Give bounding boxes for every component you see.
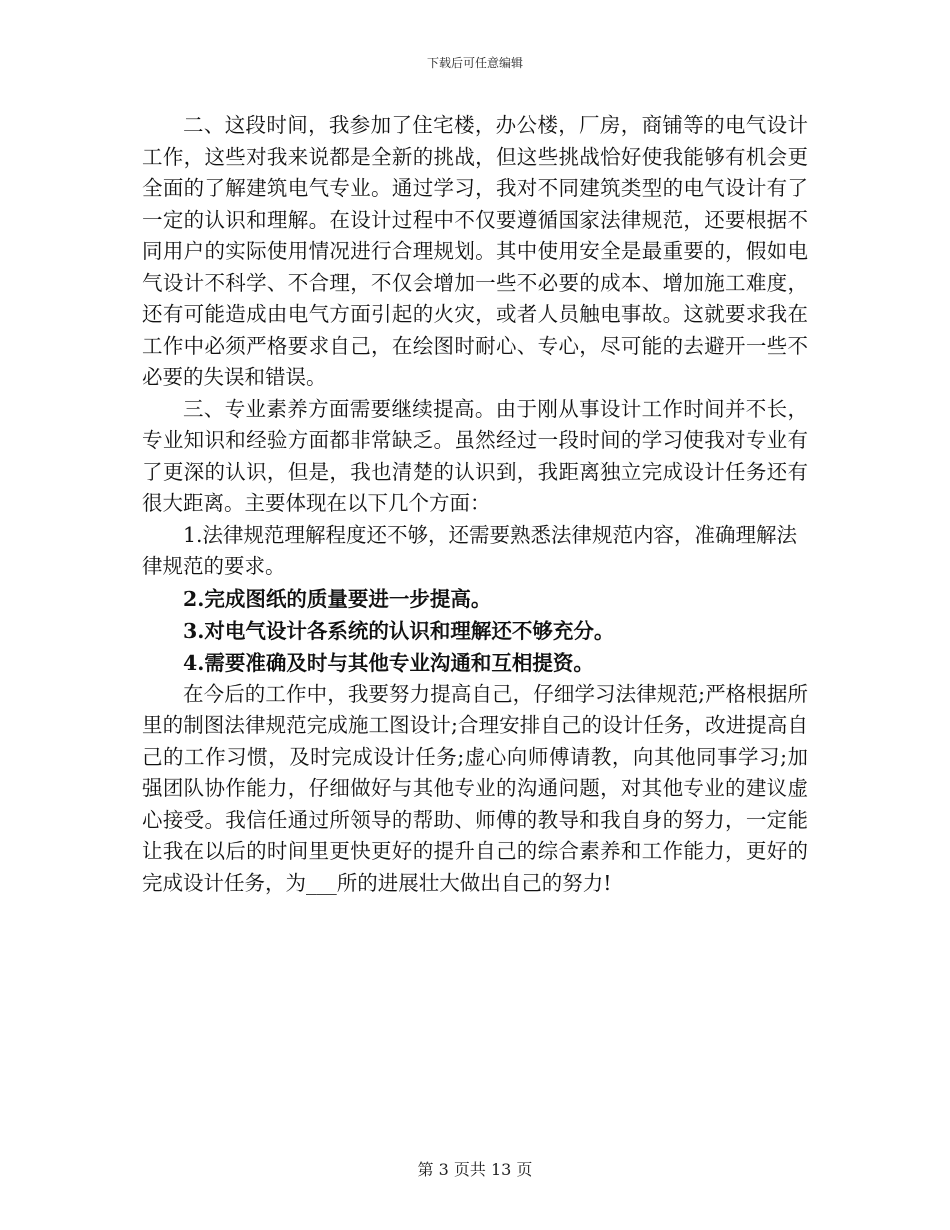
paragraph-conclusion: 在今后的工作中，我要努力提高自己，仔细学习法律规范;严格根据所里的制图法律规范完成施工图设计;合理安排自己的设计任务，改进提高自己的工作习惯，及时完成设计任务;虚心向师傅请教，向其他同事学习;加强团队协作能力，仔细做好与其他专业的沟通问题，对其他专业的建议虚心接受。我信任通过所领导的帮助、师傅的教导和我自身的努力，一定能让我在以后的时间里更快更好的提升自己的综合素养和工作能力，更好的完成设计任务，为___所的进展壮大做出自己的努力! [142,681,808,895]
page-header: 下载后可任意编辑 [426,56,523,70]
list-item-4: 4.需要准确及时与其他专业沟通和互相提资。 [183,650,594,675]
page-number: 第 3 页共 13 页 [417,1160,533,1179]
paragraph-section-three: 三、专业素养方面需要继续提高。由于刚从事设计工作时间并不长，专业知识和经验方面都非常缺乏。虽然经过一段时间的学习使我对专业有了更深的认识，但是，我也清楚的认识到，我距离独立完成设计任务还有很大距离。主要体现在以下几个方面： [142,396,808,515]
list-item-1: 1.法律规范理解程度还不够，还需要熟悉法律规范内容，准确理解法律规范的要求。 [142,522,798,578]
list-item-2: 2.完成图纸的质量要进一步提高。 [183,586,492,611]
list-item-3: 3.对电气设计各系统的认识和理解还不够充分。 [183,618,615,643]
paragraph-section-two: 二、这段时间，我参加了住宅楼，办公楼，厂房，商铺等的电气设计工作，这些对我来说都是全新的挑战，但这些挑战恰好使我能够有机会更全面的了解建筑电气专业。通过学习，我对不同建筑类型的电气设计有了一定的认识和理解。在设计过程中不仅要遵循国家法律规范，还要根据不同用户的实际使用情况进行合理规划。其中使用安全是最重要的，假如电气设计不科学、不合理，不仅会增加一些不必要的成本、增加施工难度，还有可能造成由电气方面引起的火灾，或者人员触电事故。这就要求我在工作中必须严格要求自己，在绘图时耐心、专心，尽可能的去避开一些不必要的失误和错误。 [142,113,808,389]
document-body [142,110,808,899]
